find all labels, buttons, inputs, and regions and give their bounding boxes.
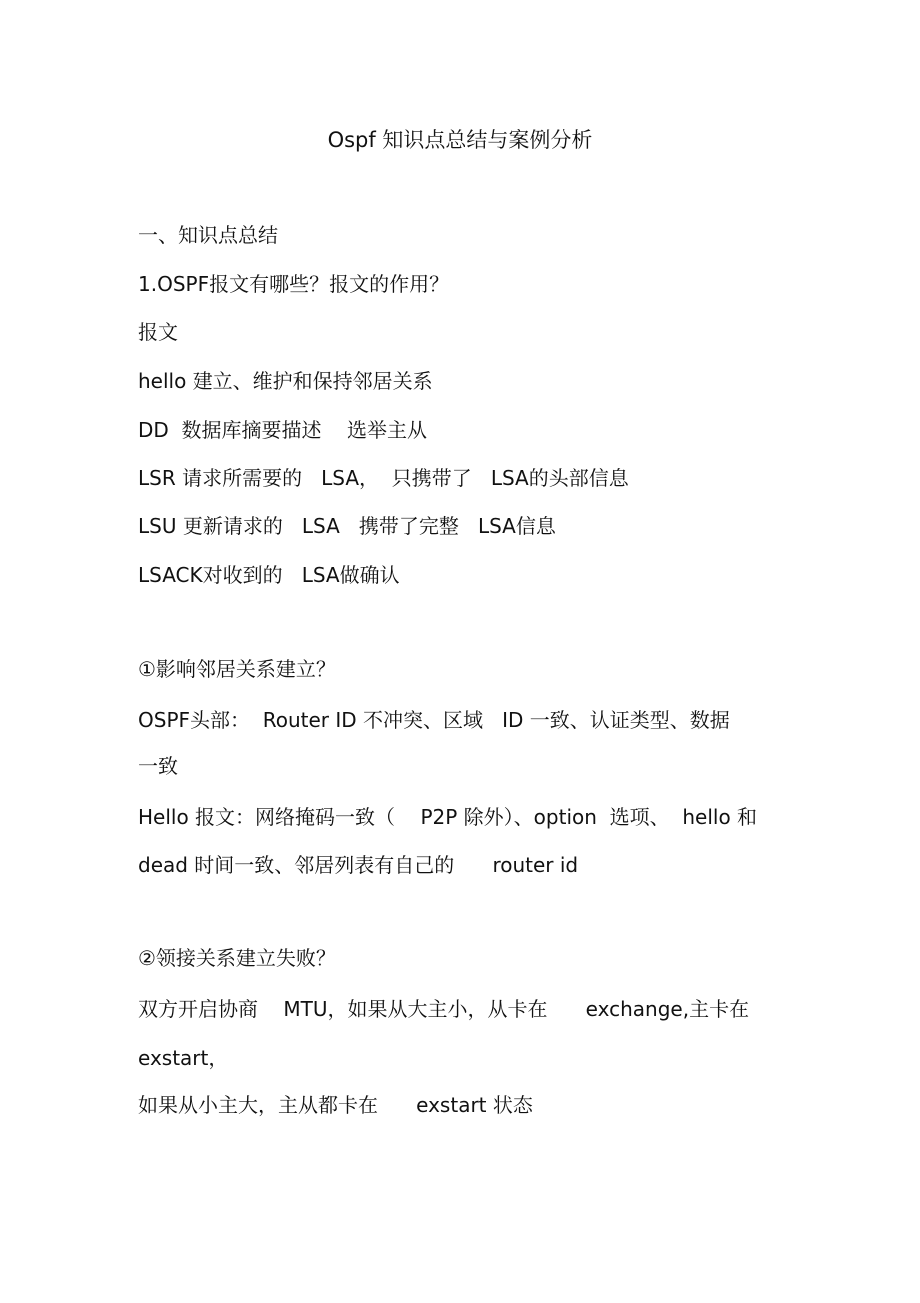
packet-lsr: LSR 请求所需要的 LSA， 只携带了 LSA的头部信息 <box>138 466 629 490</box>
adjacency-line-3: 如果从小主大，主从都卡在 exstart 状态 <box>138 1093 533 1117</box>
packet-label: 报文 <box>138 320 178 344</box>
packet-dd: DD 数据库摘要描述 选举主从 <box>138 418 427 442</box>
question-3: ②领接关系建立失败？ <box>138 946 336 970</box>
ospf-header-line-2: 一致 <box>138 754 178 778</box>
adjacency-line-2: exstart， <box>138 1046 229 1070</box>
packet-hello: hello 建立、维护和保持邻居关系 <box>138 369 433 393</box>
section-heading: 一、知识点总结 <box>138 223 278 247</box>
packet-lsu: LSU 更新请求的 LSA 携带了完整 LSA信息 <box>138 514 556 538</box>
hello-packet-line-1: Hello 报文：网络掩码一致（ P2P 除外）、option 选项、 hello 和 <box>138 805 758 829</box>
document-title: Ospf 知识点总结与案例分析 <box>327 128 593 152</box>
question-1: 1.OSPF报文有哪些？报文的作用？ <box>138 272 450 296</box>
question-2: ①影响邻居关系建立？ <box>138 657 336 681</box>
ospf-header-line-1: OSPF头部： Router ID 不冲突、区域 ID 一致、认证类型、数据 <box>138 708 730 732</box>
adjacency-line-1: 双方开启协商 MTU，如果从大主小，从卡在 exchange,主卡在 <box>138 997 750 1021</box>
hello-packet-line-2: dead 时间一致、邻居列表有自己的 router id <box>138 853 579 877</box>
packet-lsack: LSACK对收到的 LSA做确认 <box>138 563 400 587</box>
